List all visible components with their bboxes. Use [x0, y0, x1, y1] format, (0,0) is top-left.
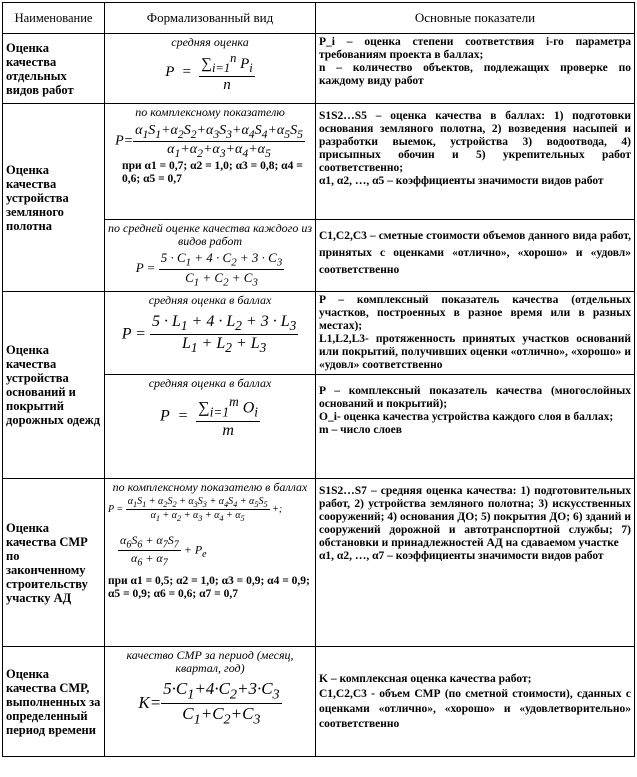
formula-layers: P = $\frac{\sum_{i=1}^m O_i}{m}$ — [160, 394, 258, 439]
formula-cell — [105, 34, 316, 104]
row-name: Оценка качества устройства оснований и покрытий дорожных одежд — [3, 292, 105, 479]
formula-caption: по комплексному показателю — [135, 105, 285, 119]
formula-cell — [105, 292, 316, 375]
formula-average-cost: P = $\frac{5 \cdot C_1 + 4 \cdot C_2 + 3 \cdot C_3}{C_1 + C_2 + C_3}$ — [135, 250, 283, 289]
formula-params: при α1 = 0,5; α2 = 1,0; α3 = 0,9; α4 = 0,9; α5 = 0,9; α6 = 0,6; α7 = 0,7 — [108, 574, 310, 600]
description-text: C1,C2,C3 – сметные стоимости объемов данного вида работ, принятых с оценками «отлично», «хорошо» и «удовл» соответственно — [319, 230, 631, 276]
row-name: Оценка качества устройства земляного полотна — [3, 104, 105, 292]
table-row — [3, 292, 635, 375]
description — [316, 479, 635, 647]
formula-complex-road: P = $\frac{\alpha_1S_1 + \alpha_2S_2 + \alpha_3S_3 + \alpha_4S_4 + \alpha_5S_5}{\alpha_1 + \alpha_2 + \alpha_3 + \alpha_4 + \alpha_5}$ +; — [108, 496, 283, 523]
formula-length: P = $\frac{5 \cdot L_1 + 4 \cdot L_2 + 3 \cdot L_3}{L_1 + L_2 + L_3}$ — [121, 313, 297, 356]
quality-assessment-table — [2, 2, 635, 757]
description — [316, 647, 635, 757]
formula-caption: по комплексному показателю в баллах — [112, 480, 308, 494]
formula-cell — [105, 104, 316, 220]
formula-cell — [105, 375, 316, 479]
description-text: P_i – оценка степени соответствия i-го параметра требованиям проекта в баллах; n – количество объектов, подлежащих проверке по каждому виду работ — [319, 36, 631, 87]
row-name: Оценка качества СМР, выполненных за определенный период времени — [3, 647, 105, 757]
formula-complex: P= $\frac{\alpha_1S_1+\alpha_2S_2+\alpha_3S_3+\alpha_4S_4+\alpha_5S_5}{\alpha_1+\alpha_2+\alpha_3+\alpha_4+\alpha_5}$ — [115, 123, 303, 160]
header-name: Наименование — [3, 3, 105, 34]
description-text: S1S2…S7 – средняя оценка качества: 1) подготовительных работ, 2) устройства земляного полотна; 3) искусственных сооружений; 4) основания ДО; 5) покрытия ДО; 6) зданий и сооружений дорожной и автотранспортной службы; 7) обстановки и принадлежностей АД на сдаваемом участке α1, α2, …, α7 – коэффициенты значимости видов работ — [319, 485, 631, 562]
formula-caption: средняя оценка — [171, 35, 249, 49]
table-row — [3, 479, 635, 647]
formula-params: при α1 = 0,7; α2 = 1,0; α3 = 0,8; α4 = 0,6; α5 = 0,7 — [122, 159, 303, 185]
description — [316, 34, 635, 104]
formula-period: K= $\frac{5\cdot C_1+4\cdot C_2+3\cdot C_3}{C_1+C_2+C_3}$ — [138, 679, 280, 728]
formula-caption: средняя оценка в баллах — [148, 376, 272, 390]
table-row — [3, 34, 635, 104]
description-text: P – комплексный показатель качества (отдельных участков, построенных в разное время или в разных местах); L1,L2,L3- протяженность принятых участков оснований или покрытий, получивших оценки «отлично», «хорошо» и «удовл» соответственно — [319, 294, 631, 371]
formula-cell — [105, 647, 316, 757]
formula-cell — [105, 220, 316, 292]
row-name: Оценка качества отдельных видов работ — [3, 34, 105, 104]
description-text: S1S2…S5 – оценка качества в баллах: 1) подготовки основания земляного полотна, 2) возведения насыпей и разработки выемок, устройства 3) водоотвода, 4) присыпных обочин и 5) укрепительных работ соответственно; α1, α2, …, α5 – коэффициенты значимости видов работ — [319, 110, 631, 187]
formula-caption: средняя оценка в баллах — [148, 293, 272, 307]
row-name: Оценка качества СМР по законченному строительству участку АД — [3, 479, 105, 647]
description-text: P – комплексный показатель качества (многослойных оснований и покрытий); O_i- оценка качества устройства каждого слоя в баллах; m – число слоев — [319, 385, 631, 436]
header-formula: Формализованный вид — [105, 3, 316, 34]
description — [316, 375, 635, 479]
description-text: K – комплексная оценка качества работ; C1,C2,C3 - объем СМР (по сметной стоимости), сданных с оценками «отлично», «хорошо» и «удовлетворительно» соответственно — [319, 672, 631, 730]
description — [316, 104, 635, 220]
table-header-row — [3, 3, 635, 34]
header-indicators: Основные показатели — [316, 3, 635, 34]
formula-cell — [105, 479, 316, 647]
table-row — [3, 647, 635, 757]
description — [316, 292, 635, 375]
formula-caption: качество СМР за период (месяц, квартал, год) — [126, 648, 294, 675]
description — [316, 220, 635, 292]
formula-caption: по средней оценке качества каждого из видов работ — [108, 221, 312, 248]
formula-average: P = $\frac{\sum_{i=1}^n P_i}{n}$ — [165, 51, 253, 93]
table-row — [3, 104, 635, 220]
formula-complex-road-2: $\frac{\alpha_6S_6 + \alpha_7S_7}{\alpha_6 + \alpha_7}$ + $P_e$ — [120, 533, 207, 569]
